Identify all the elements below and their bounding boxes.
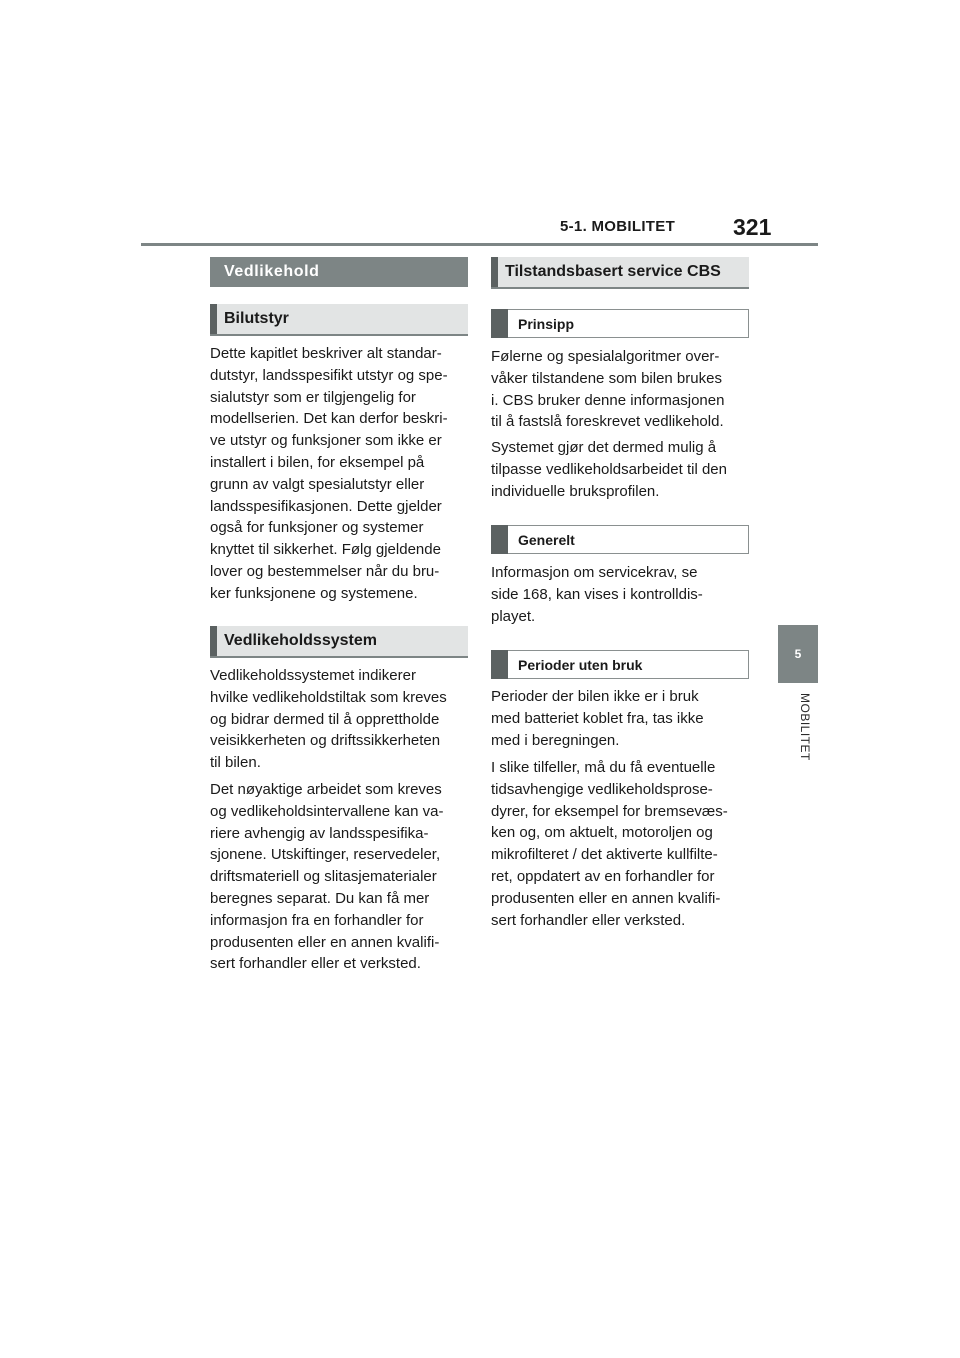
subheading-perioder: Perioder uten bruk: [491, 650, 749, 679]
chapter-tab: 5: [778, 625, 818, 683]
subheading-bilutstyr: Bilutstyr: [210, 304, 468, 336]
section-label: 5-1. MOBILITET: [560, 218, 676, 235]
subheading-generelt: Generelt: [491, 525, 749, 554]
paragraph-vedlikeholdssystem: Vedlikeholdssystemet indikerer hvilke vedlikeholdstiltak som kreves og bidrar dermed til å opprettholde veisikkerheten og driftssikkerheten til bilen.: [210, 667, 447, 772]
page-number: 321: [733, 214, 772, 240]
subheading-vedlikeholdssystem: Vedlikeholdssystem: [210, 626, 468, 658]
paragraph-tilfeller: I slike tilfeller, må du få eventuelle tidsavhengige vedlikeholdsprose- dyrer, for eksempel for bremsevæs- ken og, om aktuelt, motoroljen og mikrofilteret / det aktiverte kullfilte- ret, oppdatert av en forhandler for produsenten eller en annen kvalifi- sert forhandler eller verksted.: [491, 759, 728, 929]
heading-vedlikehold: Vedlikehold: [210, 257, 468, 287]
subheading-prinsipp: Prinsipp: [491, 309, 749, 338]
chapter-label: MOBILITET: [798, 693, 812, 761]
paragraph-prinsipp: Følerne og spesialalgoritmer over- våker tilstandene som bilen brukes i. CBS bruker denne informasjonen til å fastslå foreskrevet vedlikehold.: [491, 348, 725, 431]
paragraph-generelt: Informasjon om servicekrav, se side 168, kan vises i kontrolldis- playet.: [491, 564, 703, 625]
paragraph-arbeid: Det nøyaktige arbeidet som kreves og vedlikeholdsintervallene kan va- riere avhengig av landsspesifika- sjonene. Utskiftinger, reservedeler, driftsmateriell og slitasjematerialer beregnes separat. Du kan få mer informasjon fra en forhandler for produsenten eller en annen kvalifi- sert forhandler eller et verksted.: [210, 781, 444, 973]
paragraph-systemet: Systemet gjør det dermed mulig å tilpasse vedlikeholdsarbeidet til den individuelle bruksprofilen.: [491, 439, 727, 500]
header-rule: [141, 243, 818, 246]
paragraph-bilutstyr: Dette kapitlet beskriver alt standar- dutstyr, landsspesifikt utstyr og spe- sialutstyr som er tilgjengelig for modellserien. Det kan derfor beskri- ve utstyr og funksjoner som ikke er installert i bilen, for eksempel på grunn av valgt spesialutstyr eller landsspesifikasjonen. Dette gjelder også for funksjoner og systemer knyttet til sikkerhet. Følg gjeldende lover og bestemmelser når du bru- ker funksjonene og systemene.: [210, 345, 448, 602]
paragraph-perioder: Perioder der bilen ikke er i bruk med batteriet koblet fra, tas ikke med i beregningen.: [491, 688, 704, 749]
heading-cbs: Tilstandsbasert service CBS: [491, 257, 749, 289]
